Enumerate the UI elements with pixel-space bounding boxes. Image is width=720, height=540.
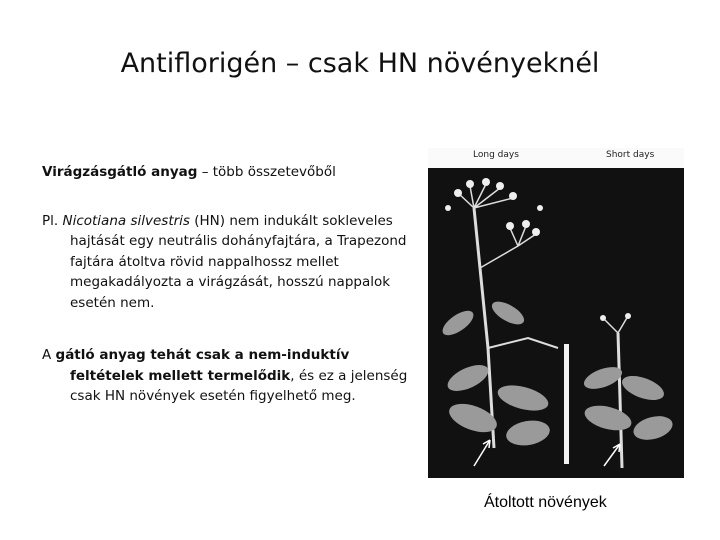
para2-rest: (HN) nem indukált sokleveles hajtását egy neutrális dohányfajtára, a Trapezond fajtára átoltva rövid nappalhossz mellet megakadályozta a virágzását, hosszú nappalok esetén nem. [70,212,407,311]
plants-illustration [428,148,684,478]
photo-caption: Átoltott növények [484,494,607,511]
scale-bar [564,344,569,464]
grafted-plants-photo [428,148,684,478]
photo-header [428,148,684,168]
short-day-leaves [581,363,675,444]
text-body [42,162,422,427]
para1-rest: – több összetevőből [197,164,336,180]
label-long-days: Long days [473,150,519,160]
para3-part2: , és ez a jelenség csak HN növények esetén figyelhető meg. [70,367,408,404]
para3-bold: gátló anyag tehát csak a nem-induktív feltételek mellett termelődik [55,347,350,384]
term-inhibitor: Virágzásgátló anyag [42,164,198,180]
slide-title: Antiflorigén – csak HN növényeknél [120,48,600,79]
long-day-leaves [439,297,552,449]
paragraph-inhibitor [42,162,422,183]
species-name: Nicotiana silvestris [62,212,190,229]
paragraph-conclusion [42,345,422,407]
paragraph-example [42,211,422,314]
label-short-days: Short days [606,150,655,160]
long-day-flowers [445,178,543,236]
graft-arrows [474,440,620,466]
para2-prefix: Pl. [42,212,63,229]
para3-part1: A [42,347,56,363]
short-day-plant [603,316,628,468]
